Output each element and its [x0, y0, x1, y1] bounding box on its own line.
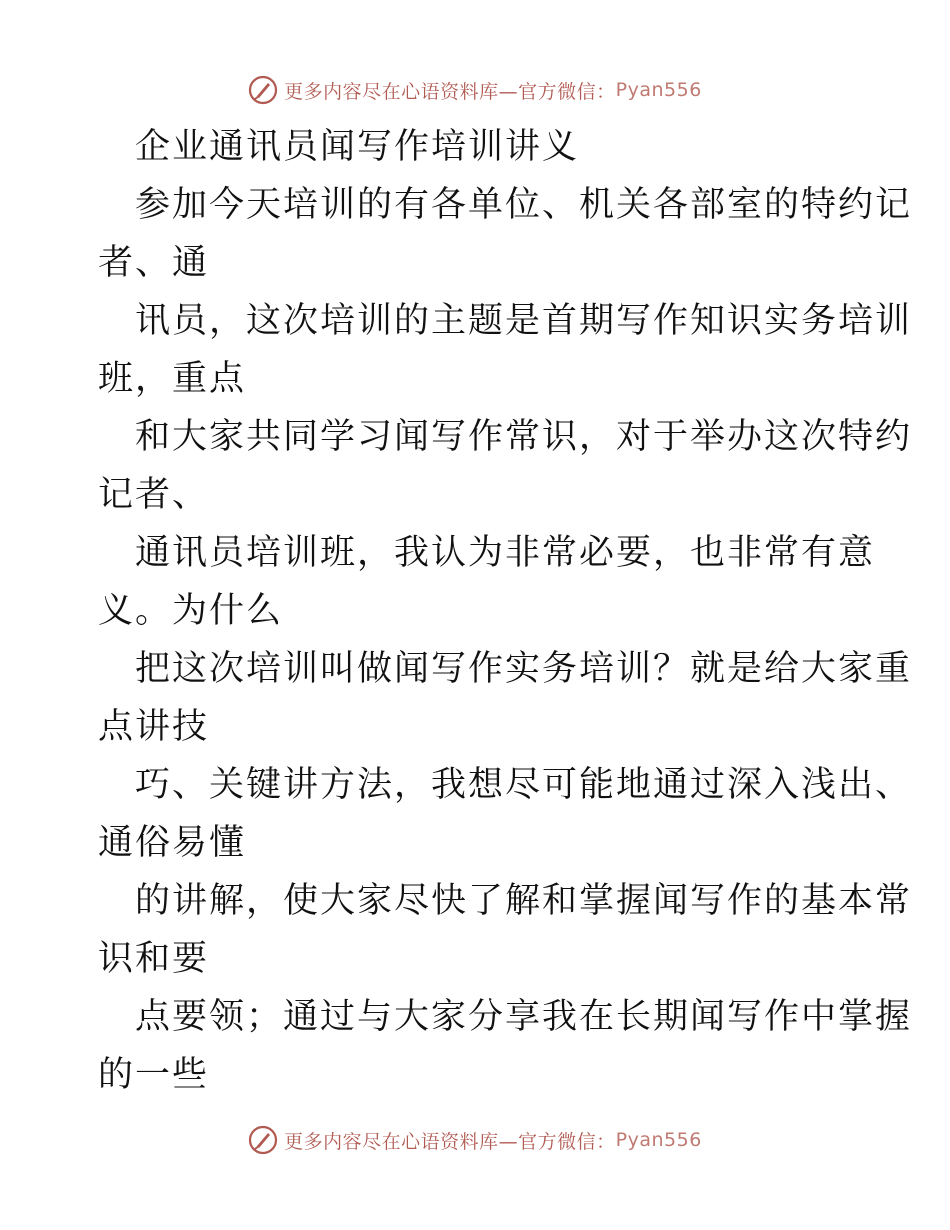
paragraph-line: 巧、关键讲方法，我想尽可能地通过深入浅出、: [135, 765, 913, 805]
paragraph-line: 义。为什么: [98, 591, 284, 631]
paragraph-line: 班，重点: [98, 359, 247, 399]
paragraph-line: 讯员，这次培训的主题是首期写作知识实务培训: [135, 301, 913, 341]
feather-pen-logo-icon: [248, 1125, 278, 1155]
paragraph-line: 者、通: [98, 243, 210, 283]
paragraph-line: 的讲解，使大家尽快了解和掌握闻写作的基本常: [135, 881, 913, 921]
watermark-text: 更多内容尽在心语资料库—官方微信：: [284, 1130, 616, 1153]
watermark-text: 更多内容尽在心语资料库—官方微信：: [284, 80, 616, 103]
footer-watermark: [0, 1120, 950, 1160]
document-body: [98, 118, 913, 1104]
watermark-id: Pyan556: [615, 79, 702, 101]
paragraph-line: 参加今天培训的有各单位、机关各部室的特约记: [135, 185, 913, 225]
document-title: 企业通讯员闻写作培训讲义: [135, 127, 580, 167]
feather-pen-logo-icon: [248, 75, 278, 105]
paragraph-line: 和大家共同学习闻写作常识，对于举办这次特约: [135, 417, 913, 457]
paragraph-line: 通俗易懂: [98, 823, 247, 863]
paragraph-line: 记者、: [98, 475, 210, 515]
paragraph-line: 的一些: [98, 1055, 210, 1095]
watermark-id: Pyan556: [615, 1129, 702, 1151]
header-watermark: [0, 70, 950, 110]
paragraph-line: 点讲技: [98, 707, 210, 747]
paragraph-line: 把这次培训叫做闻写作实务培训？就是给大家重: [135, 649, 913, 689]
paragraph-line: 点要领；通过与大家分享我在长期闻写作中掌握: [135, 997, 913, 1037]
paragraph-line: 识和要: [98, 939, 210, 979]
paragraph-line: 通讯员培训班，我认为非常必要，也非常有意: [135, 533, 876, 573]
